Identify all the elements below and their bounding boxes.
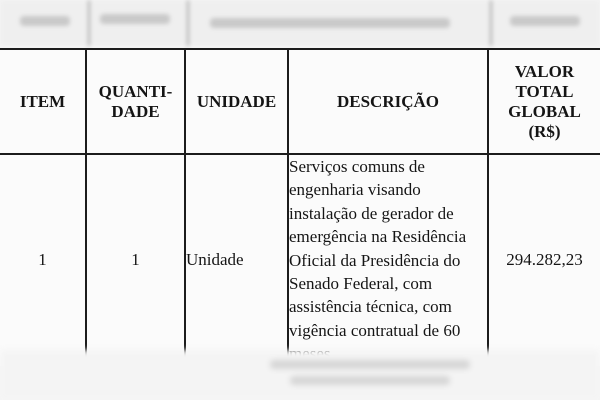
header-valor-line4: (R$) <box>528 121 561 141</box>
header-valor-line3: GLOBAL <box>508 101 581 121</box>
cell-item: 1 <box>0 154 86 366</box>
cell-valor: 294.282,23 <box>488 154 600 366</box>
header-quantidade-line2: DADE <box>111 101 160 121</box>
cell-unidade: Unidade <box>185 154 288 366</box>
header-unidade <box>185 49 288 154</box>
table-header-row <box>0 49 600 154</box>
procurement-table <box>0 48 600 366</box>
header-valor-line2: TOTAL <box>515 81 574 101</box>
table-row <box>0 154 600 366</box>
header-unidade-label: UNIDADE <box>196 91 277 111</box>
cell-descricao: Serviços comuns de engenharia visando instalação de gerador de emergência na Residência Oficial da Presidência do Senado Federal, com assistência técnica, com vigência contratual de 60 <box>288 154 488 366</box>
blurred-bottom-strip <box>0 350 600 400</box>
header-valor-line1: VALOR <box>514 61 575 81</box>
cell-quantidade: 1 <box>86 154 185 366</box>
header-valor <box>488 49 600 154</box>
header-item-label: ITEM <box>19 91 66 111</box>
header-descricao-label: DESCRIÇÃO <box>336 91 440 111</box>
header-descricao <box>288 49 488 154</box>
header-quantidade-line1: QUANTI- <box>98 81 173 101</box>
header-item <box>0 49 86 154</box>
blurred-top-strip <box>0 0 600 46</box>
header-quantidade <box>86 49 185 154</box>
